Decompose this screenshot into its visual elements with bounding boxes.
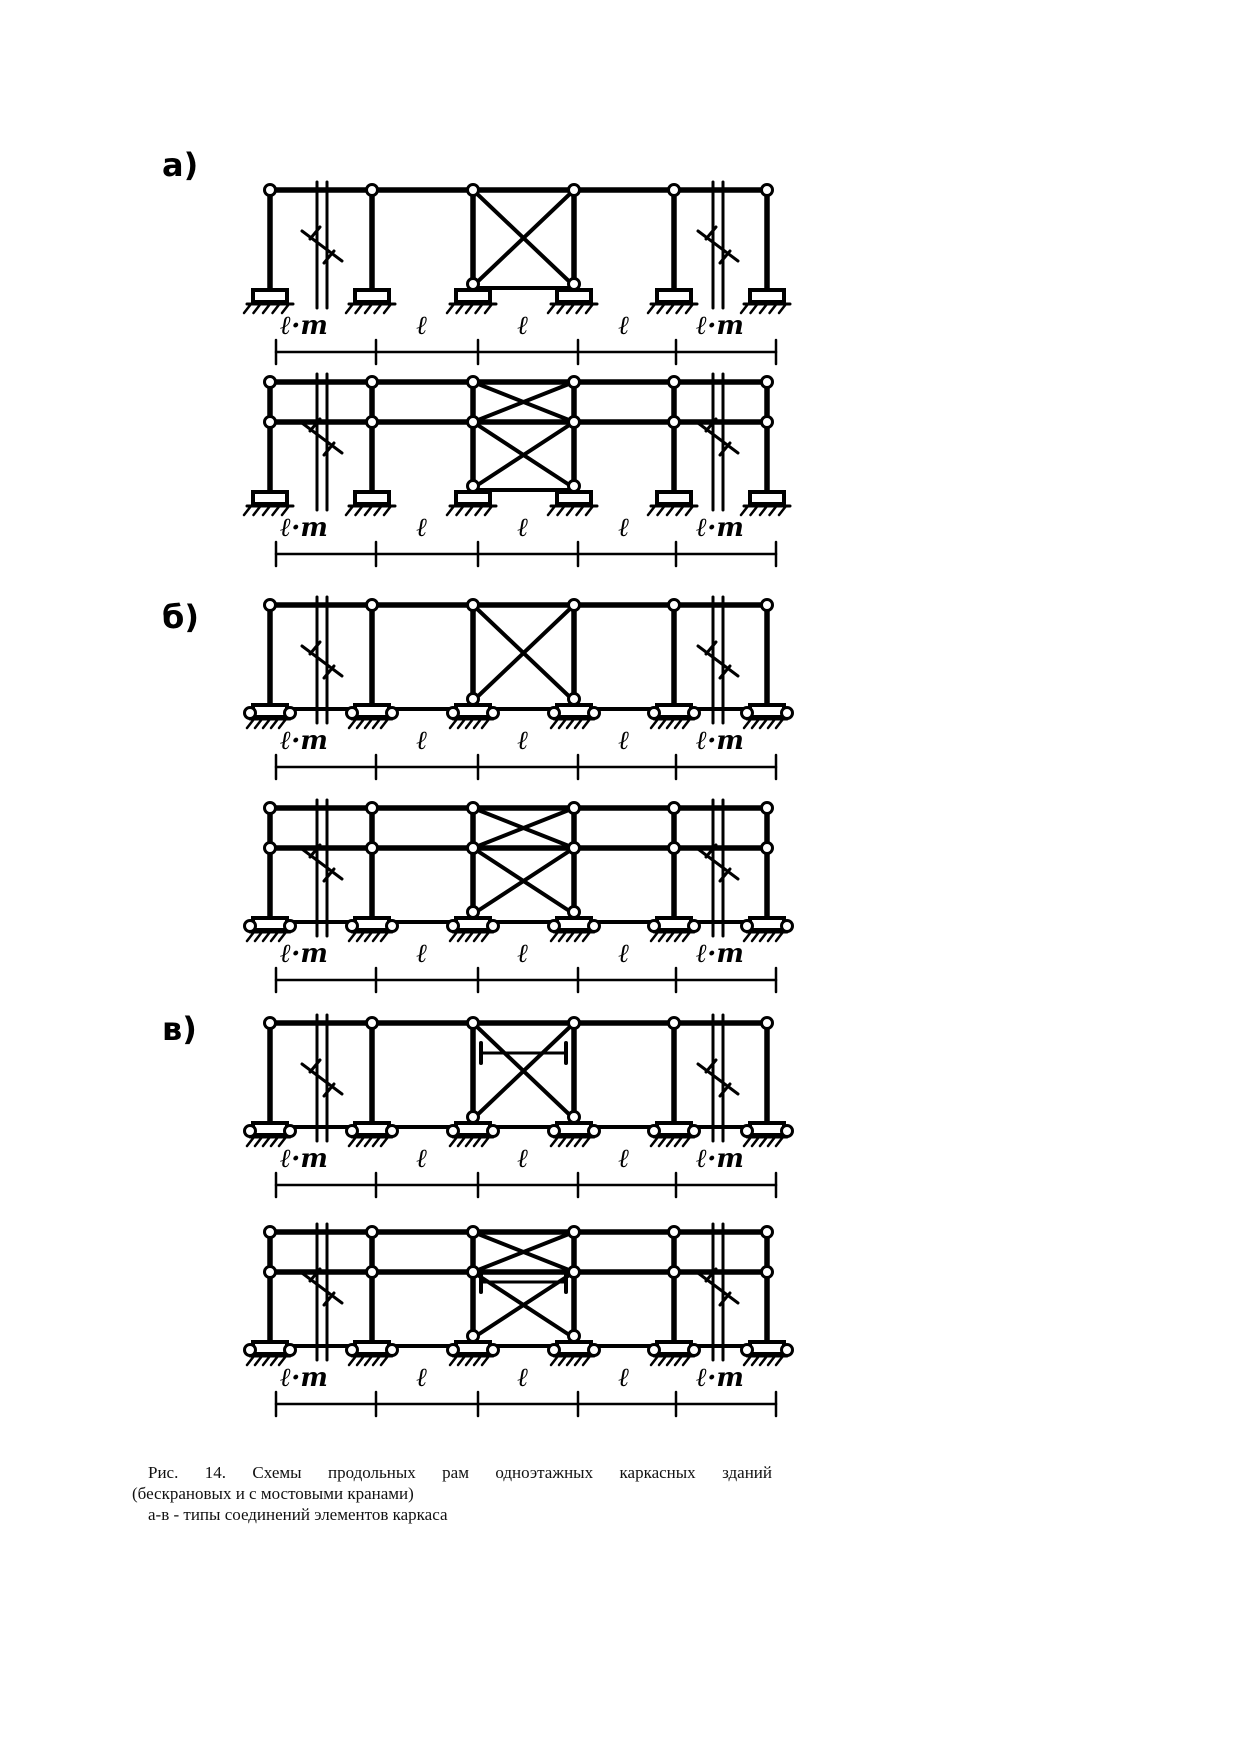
hinge-node [689, 921, 700, 932]
frame-diagram-2 [244, 374, 790, 566]
group-label: а) [162, 146, 199, 184]
frame-diagram-4 [245, 800, 793, 992]
hinge-node [589, 1345, 600, 1356]
hinge-node [762, 1018, 773, 1029]
hinge-node [742, 921, 753, 932]
hinge-node [488, 921, 499, 932]
hinge-node [669, 377, 680, 388]
hinge-node [569, 907, 580, 918]
hinge-node [549, 1345, 560, 1356]
hinge-node [245, 1345, 256, 1356]
caption-line-3: а-в - типы соединений элементов каркаса [148, 1505, 448, 1524]
hinge-node [762, 417, 773, 428]
hinge-node [347, 1126, 358, 1137]
break-mark [302, 1273, 342, 1303]
hinge-node [367, 1018, 378, 1029]
hinge-node [742, 1345, 753, 1356]
column-footing [657, 705, 691, 717]
hinge-node [569, 1112, 580, 1123]
hinge-node [265, 185, 276, 196]
hinge-node [285, 921, 296, 932]
caption-line-1: Рис. 14. Схемы продольных рам одноэтажных каркасных зданий [148, 1463, 772, 1482]
hinge-node [387, 708, 398, 719]
column-footing [355, 290, 389, 302]
hinge-node [649, 708, 660, 719]
break-mark [698, 1273, 738, 1303]
hinge-node [367, 1227, 378, 1238]
hinge-node [569, 1331, 580, 1342]
hinge-node [569, 600, 580, 611]
span-label: ℓ [618, 1144, 630, 1174]
hinge-node [468, 481, 479, 492]
span-label: ℓ [517, 513, 529, 543]
hinge-node [649, 1126, 660, 1137]
span-label: ℓ·m [696, 513, 744, 543]
hinge-node [569, 279, 580, 290]
hinge-node [468, 417, 479, 428]
column-footing [456, 705, 490, 717]
column-footing [750, 1342, 784, 1354]
column-footing [253, 705, 287, 717]
hinge-node [689, 1345, 700, 1356]
hinge-node [387, 921, 398, 932]
span-label: ℓ [618, 939, 630, 969]
hinge-node [285, 1345, 296, 1356]
frame-diagram-1 [244, 182, 790, 364]
span-label: ℓ·m [696, 939, 744, 969]
hinge-node [689, 1126, 700, 1137]
hinge-node [245, 921, 256, 932]
span-label: ℓ [416, 939, 428, 969]
hinge-node [347, 1345, 358, 1356]
hinge-node [488, 1126, 499, 1137]
hinge-node [569, 843, 580, 854]
hinge-node [448, 1345, 459, 1356]
group-label: б) [162, 598, 199, 636]
hinge-node [265, 803, 276, 814]
span-label: ℓ [416, 1144, 428, 1174]
hinge-node [762, 1267, 773, 1278]
column-footing [657, 1123, 691, 1135]
hinge-node [549, 1126, 560, 1137]
hinge-node [762, 843, 773, 854]
hinge-node [569, 1018, 580, 1029]
hinge-node [367, 803, 378, 814]
hinge-node [569, 185, 580, 196]
column-footing [355, 492, 389, 504]
hinge-node [285, 1126, 296, 1137]
column-footing [355, 1123, 389, 1135]
span-label: ℓ [517, 1363, 529, 1393]
span-label: ℓ [517, 939, 529, 969]
hinge-node [448, 708, 459, 719]
frame-diagram-3 [245, 597, 793, 779]
column-footing [456, 1342, 490, 1354]
span-label: ℓ [416, 1363, 428, 1393]
hinge-node [669, 1267, 680, 1278]
hinge-node [367, 843, 378, 854]
column-footing [253, 492, 287, 504]
hinge-node [569, 377, 580, 388]
hinge-node [468, 694, 479, 705]
hinge-node [549, 708, 560, 719]
span-label: ℓ [618, 513, 630, 543]
span-label: ℓ [618, 726, 630, 756]
break-mark [302, 646, 342, 676]
hinge-node [669, 600, 680, 611]
group-label: в) [162, 1010, 197, 1048]
hinge-node [589, 1126, 600, 1137]
hinge-node [589, 708, 600, 719]
hinge-node [387, 1345, 398, 1356]
hinge-node [762, 600, 773, 611]
column-footing [557, 918, 591, 930]
column-footing [750, 290, 784, 302]
hinge-node [367, 417, 378, 428]
hinge-node [669, 1018, 680, 1029]
hinge-node [762, 377, 773, 388]
hinge-node [782, 1345, 793, 1356]
column-footing [355, 1342, 389, 1354]
hinge-node [367, 377, 378, 388]
column-footing [750, 918, 784, 930]
break-mark [698, 423, 738, 453]
hinge-node [468, 1267, 479, 1278]
hinge-node [762, 803, 773, 814]
column-footing [657, 918, 691, 930]
span-label: ℓ [416, 311, 428, 341]
hinge-node [468, 600, 479, 611]
hinge-node [468, 843, 479, 854]
break-mark [698, 849, 738, 879]
hinge-node [468, 1331, 479, 1342]
column-footing [657, 492, 691, 504]
span-label: ℓ·m [280, 1144, 328, 1174]
hinge-node [468, 1112, 479, 1123]
hinge-node [488, 708, 499, 719]
column-footing [253, 1342, 287, 1354]
hinge-node [589, 921, 600, 932]
hinge-node [742, 1126, 753, 1137]
hinge-node [468, 279, 479, 290]
column-footing [557, 290, 591, 302]
hinge-node [265, 417, 276, 428]
caption-line-2: (бескрановых и с мостовыми кранами) [132, 1484, 414, 1503]
hinge-node [669, 185, 680, 196]
column-footing [355, 705, 389, 717]
hinge-node [742, 708, 753, 719]
break-mark [302, 849, 342, 879]
hinge-node [245, 708, 256, 719]
hinge-node [448, 1126, 459, 1137]
span-label: ℓ [416, 513, 428, 543]
column-footing [557, 492, 591, 504]
break-mark [302, 423, 342, 453]
break-mark [302, 1064, 342, 1094]
hinge-node [569, 1267, 580, 1278]
hinge-node [347, 921, 358, 932]
column-footing [456, 1123, 490, 1135]
hinge-node [387, 1126, 398, 1137]
hinge-node [245, 1126, 256, 1137]
hinge-node [265, 1267, 276, 1278]
hinge-node [468, 907, 479, 918]
hinge-node [689, 708, 700, 719]
hinge-node [782, 708, 793, 719]
hinge-node [782, 1126, 793, 1137]
span-label: ℓ·m [280, 513, 328, 543]
hinge-node [265, 1227, 276, 1238]
hinge-node [367, 185, 378, 196]
column-footing [253, 290, 287, 302]
hinge-node [569, 803, 580, 814]
hinge-node [782, 921, 793, 932]
column-footing [253, 1123, 287, 1135]
hinge-node [468, 1018, 479, 1029]
span-label: ℓ [517, 311, 529, 341]
hinge-node [569, 481, 580, 492]
span-label: ℓ [517, 1144, 529, 1174]
break-mark [698, 231, 738, 261]
hinge-node [762, 1227, 773, 1238]
hinge-node [265, 377, 276, 388]
hinge-node [367, 1267, 378, 1278]
hinge-node [669, 803, 680, 814]
hinge-node [448, 921, 459, 932]
column-footing [557, 1123, 591, 1135]
hinge-node [549, 921, 560, 932]
span-label: ℓ [618, 311, 630, 341]
column-footing [355, 918, 389, 930]
hinge-node [468, 377, 479, 388]
span-label: ℓ·m [696, 1144, 744, 1174]
hinge-node [265, 843, 276, 854]
break-mark [698, 1064, 738, 1094]
figure-caption [132, 1462, 772, 1525]
span-label: ℓ·m [280, 311, 328, 341]
column-footing [456, 290, 490, 302]
hinge-node [367, 600, 378, 611]
column-footing [456, 492, 490, 504]
column-footing [750, 1123, 784, 1135]
hinge-node [669, 1227, 680, 1238]
span-label: ℓ·m [696, 1363, 744, 1393]
hinge-node [669, 843, 680, 854]
frame-diagram-5 [245, 1015, 793, 1197]
span-label: ℓ·m [280, 726, 328, 756]
break-mark [698, 646, 738, 676]
span-label: ℓ [618, 1363, 630, 1393]
span-label: ℓ [517, 726, 529, 756]
column-footing [557, 705, 591, 717]
break-mark [302, 231, 342, 261]
span-label: ℓ·m [696, 726, 744, 756]
span-label: ℓ [416, 726, 428, 756]
column-footing [657, 1342, 691, 1354]
span-label: ℓ·m [696, 311, 744, 341]
hinge-node [468, 803, 479, 814]
span-label: ℓ·m [280, 1363, 328, 1393]
hinge-node [569, 417, 580, 428]
column-footing [253, 918, 287, 930]
hinge-node [468, 1227, 479, 1238]
column-footing [557, 1342, 591, 1354]
column-footing [750, 492, 784, 504]
hinge-node [285, 708, 296, 719]
hinge-node [762, 185, 773, 196]
hinge-node [569, 1227, 580, 1238]
hinge-node [569, 694, 580, 705]
column-footing [657, 290, 691, 302]
hinge-node [265, 600, 276, 611]
column-footing [456, 918, 490, 930]
hinge-node [468, 185, 479, 196]
hinge-node [649, 1345, 660, 1356]
hinge-node [488, 1345, 499, 1356]
hinge-node [649, 921, 660, 932]
hinge-node [265, 1018, 276, 1029]
span-label: ℓ·m [280, 939, 328, 969]
hinge-node [669, 417, 680, 428]
column-footing [750, 705, 784, 717]
hinge-node [347, 708, 358, 719]
frame-diagram-6 [245, 1224, 793, 1416]
